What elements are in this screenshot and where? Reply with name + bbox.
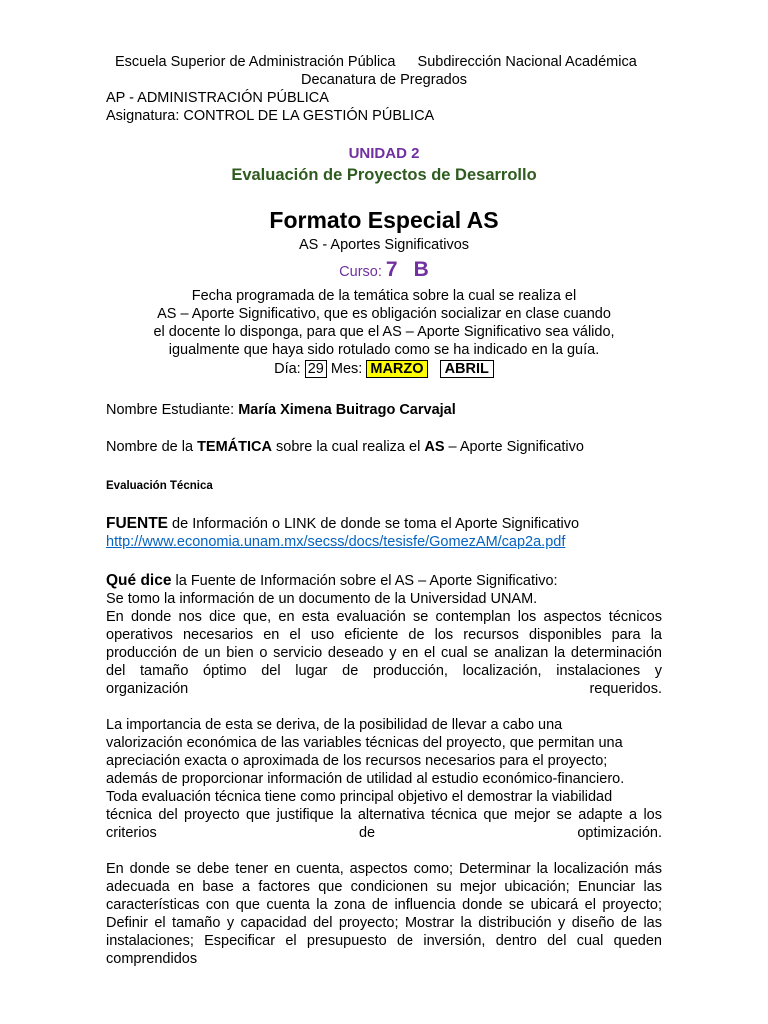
curso-line [106,258,662,284]
que-dice-text: la Fuente de Información sobre el AS – Aporte Significativo: [175,573,558,589]
mes-alt-value: ABRIL [440,360,494,378]
paragraph-1-line: del tamaño óptimo del lugar de producción, localización, instalaciones y [106,663,662,679]
paragraph-1 [106,608,662,698]
paragraph-3-line: En donde se debe tener en cuenta, aspectos como; Determinar la localización más [106,861,662,877]
paragraph-1-line: organización requeridos. [106,681,662,697]
format-title: Formato Especial AS [269,207,499,233]
curso-label: Curso: [339,264,382,280]
tematica-prefix: Nombre de la [106,439,194,455]
que-dice-keyword: Qué dice [106,572,172,589]
fuente-line [106,515,579,533]
mes-label: Mes: [330,361,363,377]
paragraph-3-line: características con que cuenta la zona de influencia donde se ubicará el proyecto; [106,897,662,913]
que-dice-line [106,572,558,590]
tematica-suffix: – Aporte Significativo [448,439,584,455]
instructions-line-4: igualmente que haya sido rotulado como se ha indicado en la guía. [168,342,600,358]
paragraph-2-line: técnica del proyecto que justifique la alternativa técnica que mejor se adapte a los [106,807,662,823]
paragraph-2-line: además de proporcionar información de utilidad al estudio económico-financiero. [106,771,625,787]
tematica-middle: sobre la cual realiza el [276,439,421,455]
curso-number: 7 [385,258,398,281]
tematica-keyword: TEMÁTICA [197,439,272,455]
program-line: AP - ADMINISTRACIÓN PÚBLICA [106,90,329,106]
paragraph-1-line: producción de un bien o servicio deseado y en el cual se analizan la determinación [106,645,662,661]
paragraph-3 [106,860,662,968]
instructions-line-2: AS – Aporte Significativo, que es obligación socializar en clase cuando [157,306,611,322]
fuente-url-line [106,533,565,551]
format-subtitle: AS - Aportes Significativos [298,237,470,253]
fuente-text: de Información o LINK de donde se toma el Aporte Significativo [172,516,580,532]
fuente-keyword: FUENTE [106,515,168,532]
section-title: Evaluación Técnica [106,480,213,492]
que-dice-line-1: Se tomo la información de un documento de la Universidad UNAM. [106,591,538,607]
dia-value: 29 [305,360,327,378]
tematica-line [106,438,584,456]
decanatura-line: Decanatura de Pregrados [300,72,468,88]
subject-line: Asignatura: CONTROL DE LA GESTIÓN PÚBLICA [106,108,435,124]
subdireccion-name: Subdirección Nacional Académica [417,54,637,70]
unit-title: Evaluación de Proyectos de Desarrollo [231,166,537,184]
mes-value-highlighted: MARZO [366,360,427,378]
paragraph-3-line: comprendidos [106,951,198,967]
student-line [106,401,456,419]
paragraph-3-line: adecuada en base a factores que condicionen su mejor ubicación; Enunciar las [106,879,662,895]
paragraph-2-line: Toda evaluación técnica tiene como principal objetivo el demostrar la viabilidad [106,789,613,805]
student-name: María Ximena Buitrago Carvajal [238,402,456,418]
date-line [106,360,662,378]
header-school-line [115,53,637,71]
paragraph-2-line: criterios de optimización. [106,825,662,841]
dia-label: Día: [274,361,301,377]
tematica-as: AS [424,439,445,455]
paragraph-1-line: En donde nos dice que, en esta evaluación se contemplan los aspectos técnicos [106,609,662,625]
student-label: Nombre Estudiante: [106,402,235,418]
source-link[interactable]: http://www.economia.unam.mx/secss/docs/tesisfe/GomezAM/cap2a.pdf [106,534,566,550]
curso-letter: B [413,258,429,281]
paragraph-1-line: operativos necesarios en el uso eficiente de los recursos disponibles para la [106,627,662,643]
paragraph-2-line: La importancia de esta se deriva, de la posibilidad de llevar a cabo una [106,717,563,733]
instructions-line-1: Fecha programada de la temática sobre la cual se realiza el [191,288,577,304]
paragraph-2-line: valorización económica de las variables técnicas del proyecto, que permitan una [106,735,623,751]
paragraph-2-line: apreciación exacta o aproximada de los recursos necesarios para el proyecto; [106,753,608,769]
paragraph-2 [106,716,662,842]
school-name: Escuela Superior de Administración Pública [115,54,396,70]
paragraph-3-line: instalaciones; Especificar el presupuesto de inversión, dentro del cual queden [106,933,662,949]
instructions-line-3: el docente lo disponga, para que el AS – Aporte Significativo sea válido, [153,324,615,340]
unit-label: UNIDAD 2 [348,145,420,162]
paragraph-3-line: Definir el tamaño y capacidad del proyecto; Mostrar la distribución y diseño de las [106,915,662,931]
